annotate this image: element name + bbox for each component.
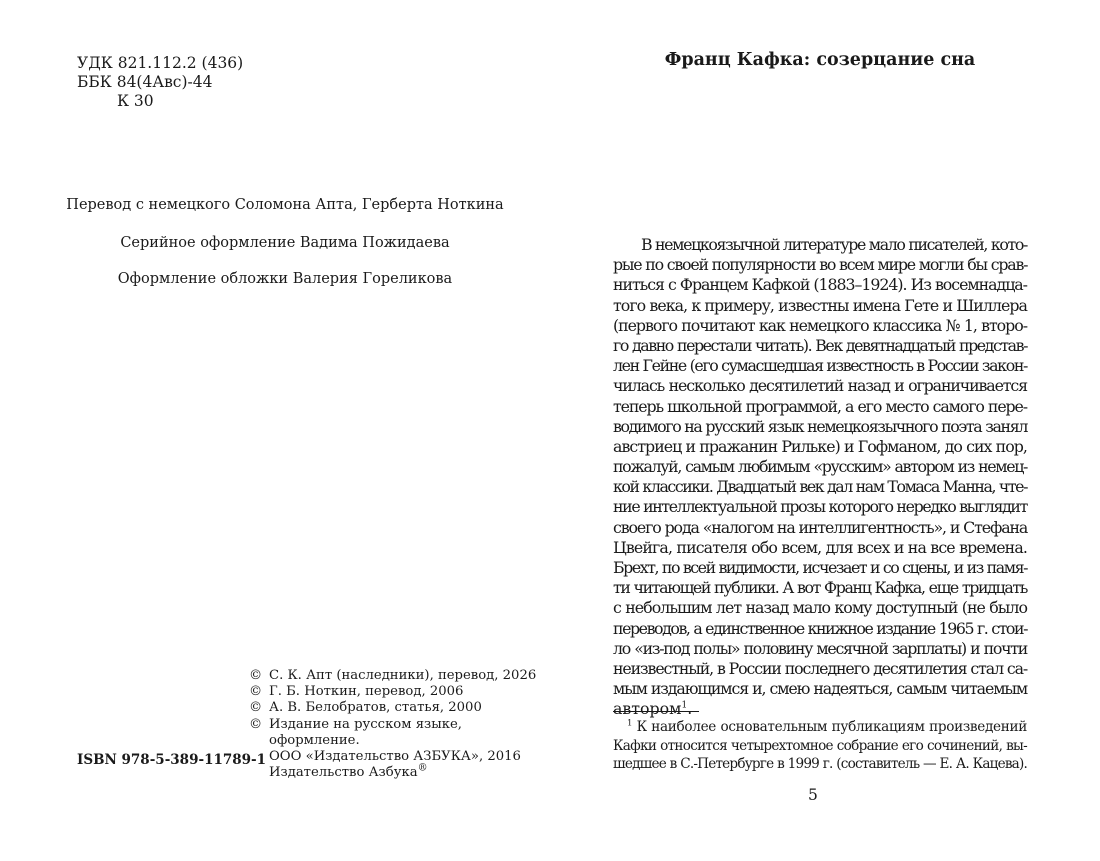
body-line: В немецкоязычной литературе мало писателей, кото- — [641, 235, 1027, 254]
body-line: теперь школьной программой, а его место самого пере- — [613, 396, 1027, 416]
body-line: с небольшим лет назад мало кому доступный (не было — [613, 598, 1027, 618]
copyright-line: © Г. Б. Ноткин, перевод, 2006 — [249, 684, 464, 700]
copyright-line: © С. К. Апт (наследники), перевод, 2026 — [249, 668, 537, 683]
page-number: 5 — [808, 786, 818, 804]
udk-code: УДК 821.112.2 (436) — [77, 54, 244, 72]
body-line: переводов, а единственное книжное издание 1965 г. стои- — [613, 618, 1027, 638]
bbk-code: ББК 84(4Авс)-44 — [77, 73, 213, 91]
body-line: (первого почитают как немецкого классика № 1, второ- — [613, 315, 1027, 335]
isbn-number: ISBN 978-5-389-11789-1 — [77, 752, 267, 768]
body-line: австриец и пражанин Рильке) и Гофманом, до сих пор, — [613, 436, 1027, 456]
body-line: своего рода «налогом на интеллигентность», и Стефана — [613, 517, 1028, 537]
footnote-line: $^1$ К наиболее основательным публикациям произведений — [627, 718, 1027, 735]
copyright-symbol: © — [249, 684, 263, 700]
body-line: того века, к примеру, известны имена Гете и Шиллера — [613, 295, 1027, 315]
footnote-line: Кафки относится четырехтомное собрание его сочинений, вы- — [613, 737, 1027, 754]
body-line: Цвейга, писателя обо всем, для всех и на все времена. — [613, 537, 1027, 557]
body-line: Брехт, по всей видимости, исчезает и со сцены, и из памя- — [613, 558, 1027, 577]
body-line: лен Гейне (его сумасшедшая известность в России закон- — [613, 356, 1027, 376]
copyright-block — [249, 668, 536, 781]
body-line: кой классики. Двадцатый век дал нам Томаса Манна, чте- — [613, 477, 1027, 497]
copyright-symbol: © — [249, 668, 263, 683]
registered-mark: ® — [417, 762, 428, 774]
body-line: го давно перестали читать). Век девятнадцатый представ- — [613, 335, 1027, 355]
body-line: ти читающей публики. А вот Франц Кафка, еще тридцать — [613, 578, 1027, 598]
body-line: водимого на русский язык немецкоязычного поэта занял — [613, 416, 1027, 436]
copyright-line: © Издание на русском языке, — [249, 716, 462, 732]
bibliographic-codes — [77, 54, 243, 111]
copyright-continuation: оформление. — [269, 732, 360, 748]
series-design-credit: Серийное оформление Вадима Пожидаева — [120, 235, 450, 251]
chapter-title: Франц Кафка: созерцание сна — [664, 50, 976, 70]
body-line: мым издающимся и, смею надеяться, самым читаемым — [613, 679, 1027, 699]
body-line: чилась несколько десятилетий назад и ограничивается — [613, 376, 1027, 396]
body-paragraph — [613, 235, 1027, 720]
footnote-divider — [613, 711, 699, 712]
copyright-symbol: © — [249, 700, 263, 716]
footnote-line: шедшее в С.-Петербурге в 1999 г. (составитель — Е. А. Кацева). — [613, 756, 1027, 772]
footnote — [613, 718, 1027, 774]
copyright-continuation: Издательство Азбука® — [269, 762, 428, 781]
copyright-continuation: ООО «Издательство АЗБУКА», 2016 — [269, 749, 521, 765]
copyright-line: © А. В. Белобратов, статья, 2000 — [249, 700, 482, 716]
cover-design-credit: Оформление обложки Валерия Гореликова — [117, 271, 453, 287]
footnote-marker: 1 — [627, 718, 633, 729]
body-line: ниться с Францем Кафкой (1883–1924). Из восемнадца- — [613, 275, 1027, 295]
body-line: неизвестный, в России последнего десятилетия стал са- — [613, 658, 1028, 678]
body-line-last: автором$^1$. — [613, 699, 693, 719]
footnote-reference[interactable]: 1 — [681, 701, 688, 712]
body-line: ло «из-под полы» половину месячной зарплаты) и почти — [613, 638, 1027, 658]
body-line: пожалуй, самым любимым «русским» автором из немец- — [613, 457, 1027, 477]
copyright-symbol: © — [249, 716, 263, 732]
author-mark: К 30 — [117, 92, 154, 110]
body-line: рые по своей популярности во всем мире могли бы срав- — [613, 255, 1028, 275]
body-line: ние интеллектуальной прозы которого нередко выглядит — [613, 497, 1027, 517]
translation-credit: Перевод с немецкого Соломона Апта, Герберта Ноткина — [66, 197, 504, 213]
